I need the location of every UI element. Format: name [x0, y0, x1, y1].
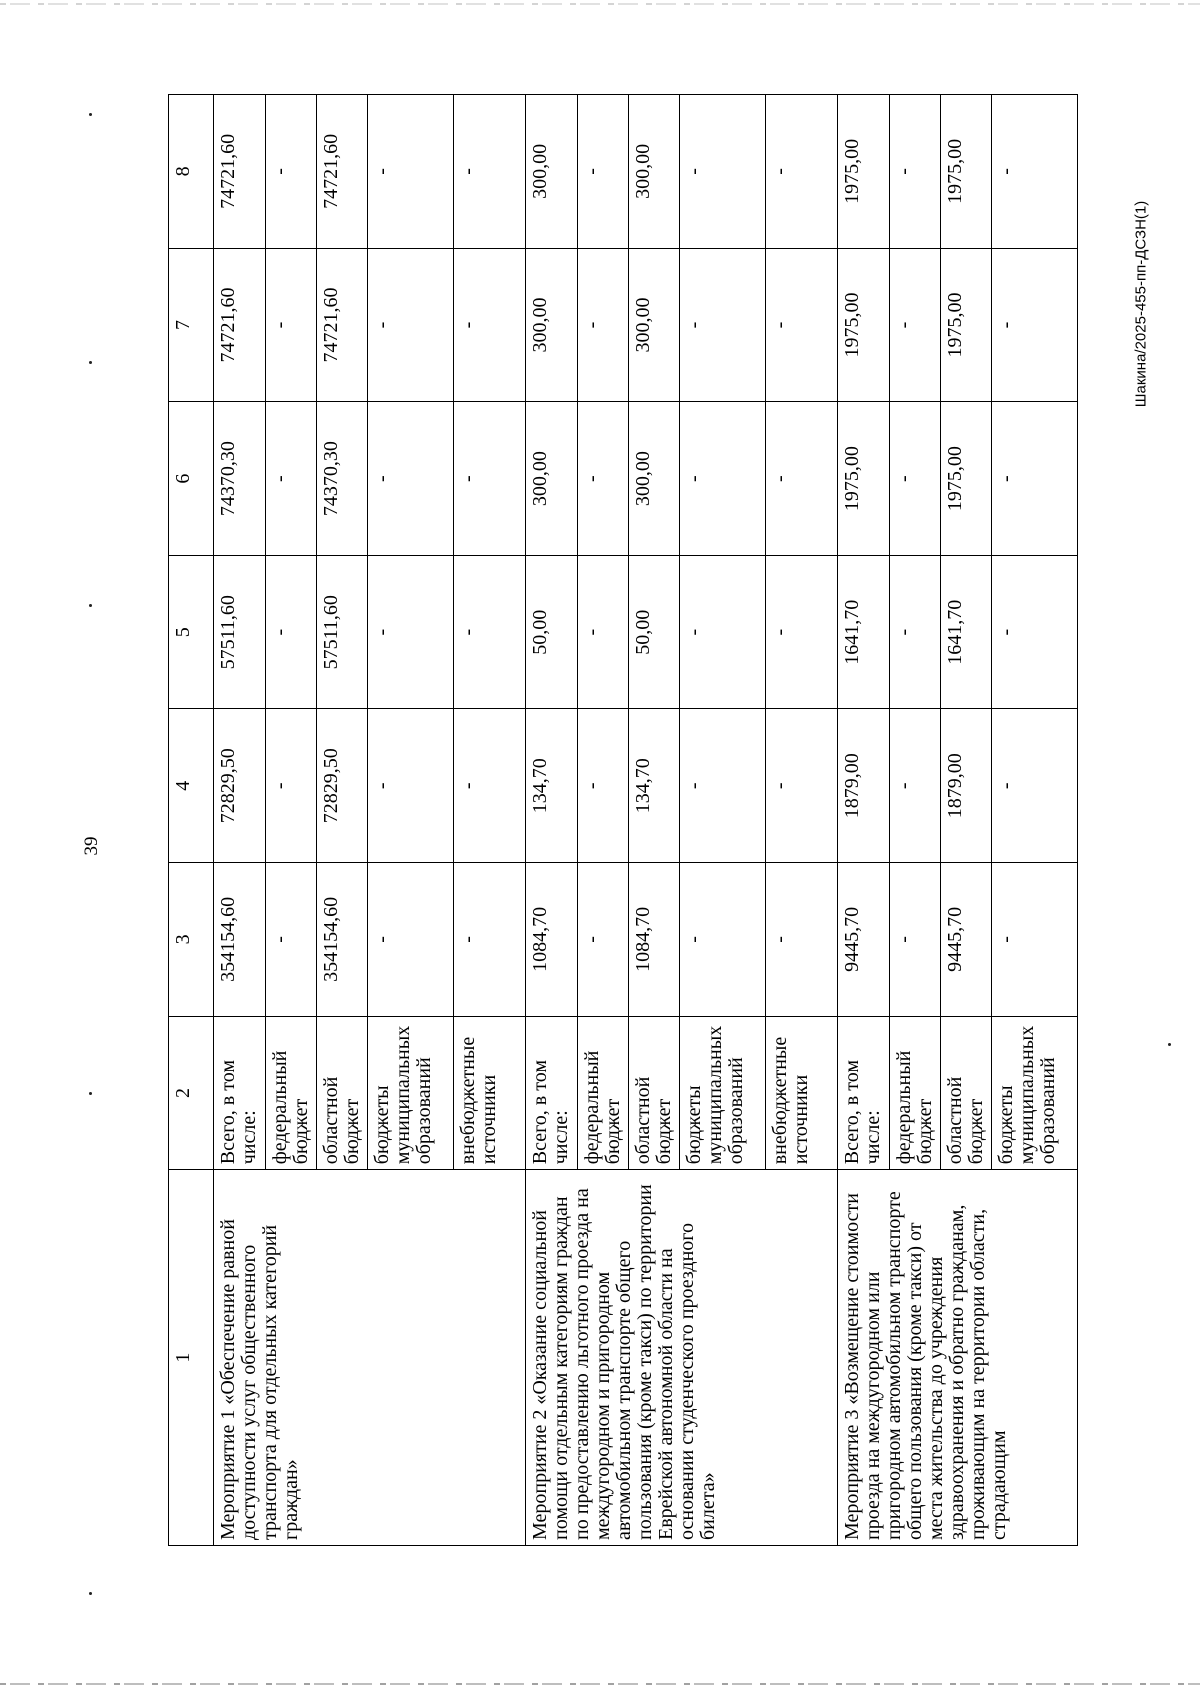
- amount-cell: 1975,00: [941, 248, 992, 402]
- amount-cell: -: [266, 95, 317, 249]
- page-number: 39: [81, 836, 102, 856]
- amount-cell: -: [766, 555, 838, 709]
- funding-source-cell: бюджеты муниципальных образований: [992, 1016, 1078, 1170]
- header-cell: 7: [169, 248, 214, 402]
- amount-cell: -: [368, 709, 454, 863]
- header-cell: 5: [169, 555, 214, 709]
- amount-cell: -: [766, 95, 838, 249]
- amount-cell: -: [680, 709, 766, 863]
- funding-source-cell: областной бюджет: [629, 1016, 680, 1170]
- amount-cell: 50,00: [526, 555, 578, 709]
- funding-source-cell: федеральный бюджет: [890, 1016, 941, 1170]
- amount-cell: -: [266, 248, 317, 402]
- amount-cell: -: [454, 95, 526, 249]
- amount-cell: 9445,70: [941, 863, 992, 1017]
- amount-cell: -: [368, 402, 454, 556]
- scan-speck: [89, 361, 92, 364]
- amount-cell: -: [680, 248, 766, 402]
- amount-cell: -: [578, 709, 629, 863]
- amount-cell: 354154,60: [317, 863, 368, 1017]
- amount-cell: -: [368, 555, 454, 709]
- amount-cell: 1084,70: [629, 863, 680, 1017]
- amount-cell: -: [368, 248, 454, 402]
- amount-cell: -: [454, 709, 526, 863]
- funding-source-cell: федеральный бюджет: [578, 1016, 629, 1170]
- amount-cell: 9445,70: [838, 863, 890, 1017]
- funding-table: [168, 94, 1078, 1546]
- amount-cell: 1879,00: [838, 709, 890, 863]
- rotated-table-container: [168, 94, 1078, 1546]
- amount-cell: -: [890, 709, 941, 863]
- amount-cell: -: [266, 555, 317, 709]
- table-row: [526, 95, 578, 1546]
- amount-cell: 1879,00: [941, 709, 992, 863]
- amount-cell: 1975,00: [941, 402, 992, 556]
- header-cell: 2: [169, 1016, 214, 1170]
- amount-cell: 74370,30: [317, 402, 368, 556]
- amount-cell: 74721,60: [214, 248, 266, 402]
- measure-name-cell: Мероприятие 2 «Оказание социальной помощи отдельным категориям граждан по предоставлению льготного проезда на междугородном и пригородном автомобильном транспорте общего пользования (кроме такси) по территории Еврейской автономной области на основании студенческого проездного билета»: [526, 1170, 838, 1546]
- amount-cell: -: [578, 555, 629, 709]
- amount-cell: -: [578, 863, 629, 1017]
- amount-cell: 72829,50: [317, 709, 368, 863]
- funding-source-cell: бюджеты муниципальных образований: [680, 1016, 766, 1170]
- amount-cell: -: [766, 863, 838, 1017]
- funding-source-cell: Всего, в том числе:: [838, 1016, 890, 1170]
- scan-speck: [89, 604, 92, 607]
- funding-source-cell: Всего, в том числе:: [526, 1016, 578, 1170]
- amount-cell: 1975,00: [838, 248, 890, 402]
- document-code: Шакина/2025-455-пп-ДСЗН(1): [1132, 200, 1150, 408]
- measure-name-cell: Мероприятие 3 «Возмещение стоимости проезда на междугородном или пригородном автомобильном транспорте общего пользования (кроме такси) от места жительства до учреждения здравоохранения и обратно гражданам, проживающим на территории области, страдающим: [838, 1170, 1078, 1546]
- amount-cell: -: [578, 402, 629, 556]
- amount-cell: 300,00: [629, 248, 680, 402]
- amount-cell: 1084,70: [526, 863, 578, 1017]
- amount-cell: -: [680, 555, 766, 709]
- amount-cell: 134,70: [526, 709, 578, 863]
- amount-cell: 74370,30: [214, 402, 266, 556]
- scan-artifact-bottom: [0, 1683, 1200, 1685]
- amount-cell: -: [454, 863, 526, 1017]
- amount-cell: 1975,00: [838, 402, 890, 556]
- funding-source-cell: Всего, в том числе:: [214, 1016, 266, 1170]
- amount-cell: 300,00: [526, 248, 578, 402]
- amount-cell: -: [890, 402, 941, 556]
- funding-source-cell: внебюджетные источники: [454, 1016, 526, 1170]
- amount-cell: -: [266, 402, 317, 556]
- amount-cell: -: [454, 402, 526, 556]
- amount-cell: -: [992, 248, 1078, 402]
- amount-cell: 57511,60: [214, 555, 266, 709]
- scan-speck: [89, 113, 92, 116]
- header-row: [169, 95, 214, 1546]
- amount-cell: -: [992, 863, 1078, 1017]
- amount-cell: -: [454, 555, 526, 709]
- scan-artifact-top: [0, 3, 1200, 5]
- table-body: [169, 95, 1078, 1546]
- funding-source-cell: областной бюджет: [317, 1016, 368, 1170]
- table-row: [214, 95, 266, 1546]
- header-cell: 1: [169, 1170, 214, 1546]
- amount-cell: -: [992, 555, 1078, 709]
- amount-cell: -: [266, 709, 317, 863]
- funding-source-cell: внебюджетные источники: [766, 1016, 838, 1170]
- amount-cell: 1641,70: [941, 555, 992, 709]
- table-row: [838, 95, 890, 1546]
- amount-cell: 72829,50: [214, 709, 266, 863]
- amount-cell: -: [890, 248, 941, 402]
- funding-source-cell: бюджеты муниципальных образований: [368, 1016, 454, 1170]
- amount-cell: -: [992, 95, 1078, 249]
- amount-cell: -: [578, 248, 629, 402]
- amount-cell: 74721,60: [317, 248, 368, 402]
- amount-cell: -: [680, 402, 766, 556]
- amount-cell: 57511,60: [317, 555, 368, 709]
- amount-cell: -: [890, 555, 941, 709]
- amount-cell: 50,00: [629, 555, 680, 709]
- header-cell: 8: [169, 95, 214, 249]
- amount-cell: -: [266, 863, 317, 1017]
- header-cell: 3: [169, 863, 214, 1017]
- scan-speck: [89, 1092, 92, 1095]
- amount-cell: 74721,60: [214, 95, 266, 249]
- amount-cell: -: [368, 95, 454, 249]
- funding-source-cell: областной бюджет: [941, 1016, 992, 1170]
- amount-cell: -: [890, 863, 941, 1017]
- amount-cell: 74721,60: [317, 95, 368, 249]
- funding-source-cell: федеральный бюджет: [266, 1016, 317, 1170]
- amount-cell: 354154,60: [214, 863, 266, 1017]
- amount-cell: -: [454, 248, 526, 402]
- amount-cell: -: [680, 95, 766, 249]
- amount-cell: 1641,70: [838, 555, 890, 709]
- amount-cell: 1975,00: [941, 95, 992, 249]
- amount-cell: 1975,00: [838, 95, 890, 249]
- amount-cell: -: [766, 248, 838, 402]
- header-cell: 4: [169, 709, 214, 863]
- amount-cell: 300,00: [526, 402, 578, 556]
- amount-cell: 300,00: [526, 95, 578, 249]
- scan-speck: [1168, 1043, 1171, 1046]
- amount-cell: -: [992, 709, 1078, 863]
- scan-speck: [89, 1592, 92, 1595]
- amount-cell: 300,00: [629, 402, 680, 556]
- amount-cell: -: [890, 95, 941, 249]
- amount-cell: -: [766, 402, 838, 556]
- amount-cell: -: [578, 95, 629, 249]
- amount-cell: 134,70: [629, 709, 680, 863]
- amount-cell: -: [766, 709, 838, 863]
- amount-cell: -: [680, 863, 766, 1017]
- amount-cell: -: [992, 402, 1078, 556]
- amount-cell: -: [368, 863, 454, 1017]
- measure-name-cell: Мероприятие 1 «Обеспечение равной доступности услуг общественного транспорта для отдельных категорий граждан»: [214, 1170, 526, 1546]
- amount-cell: 300,00: [629, 95, 680, 249]
- header-cell: 6: [169, 402, 214, 556]
